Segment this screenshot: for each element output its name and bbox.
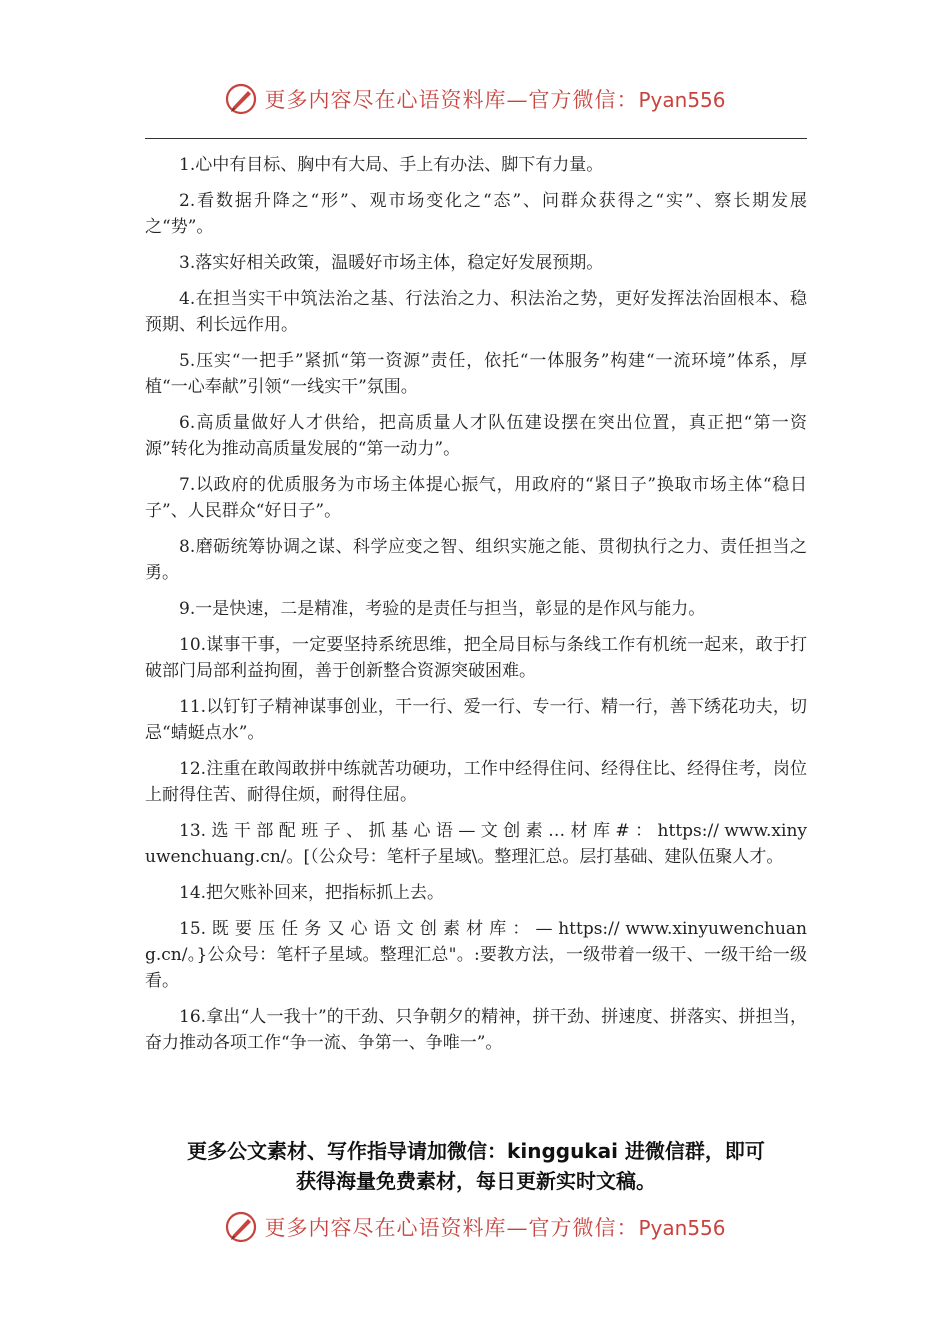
paragraph-15: 15. 既 要 压 任 务 又 心 语 文 创 素 材 库 ： — https:// www.xinyuwenchuang.cn/。}公众号：笔杆子星域。整理汇总"。:要教方法，一级带着一级干、一级干给一级看。: [145, 919, 807, 991]
footer-banner: [0, 1210, 950, 1244]
paragraph-16: 16.拿出“人一我十”的干劲、只争朝夕的精神，拼干劲、拼速度、拼落实、拼担当，奋力推动各项工作“争一流、争第一、争唯一”。: [145, 1007, 807, 1053]
footer-note-line-1: 更多公文素材、写作指导请加微信：kinggukai 进微信群，即可: [187, 1139, 765, 1163]
header-banner-wechat: Pyan556: [638, 88, 726, 112]
paragraph-3: 3.落实好相关政策，温暖好市场主体，稳定好发展预期。: [179, 253, 604, 273]
paragraph-11: 11.以钉钉子精神谋事创业，干一行、爱一行、专一行、精一行，善下绣花功夫，切忌“蜻蜓点水”。: [145, 697, 807, 743]
paragraph-10: 10.谋事干事，一定要坚持系统思维，把全局目标与条线工作有机统一起来，敢于打破部门局部利益拘囿，善于创新整合资源突破困难。: [145, 635, 807, 681]
footer-banner-wechat: Pyan556: [638, 1216, 726, 1240]
header-banner-text: [264, 84, 725, 114]
paragraph-5: 5.压实“一把手”紧抓“第一资源”责任，依托“一体服务”构建“一流环境”体系，厚植“一心奉献”引领“一线实干”氛围。: [145, 351, 807, 397]
paragraph-2: 2.看数据升降之“形”、观市场变化之“态”、问群众获得之“实”、察长期发展之“势”。: [145, 191, 807, 237]
paragraph-1: 1.心中有目标、胸中有大局、手上有办法、脚下有力量。: [179, 155, 604, 175]
paragraph-14: 14.把欠账补回来，把指标抓上去。: [179, 883, 445, 903]
pen-logo-icon: [224, 82, 258, 116]
paragraph-6: 6.高质量做好人才供给，把高质量人才队伍建设摆在突出位置，真正把“第一资源”转化为推动高质量发展的“第一动力”。: [145, 413, 807, 459]
paragraph-13: 13. 选 干 部 配 班 子 、 抓 基 心 语 — 文 创 素 … 材 库 # ： https:// www.xinyuwenchuang.cn/。[（公众号：笔杆子星域\。整理汇总。层打基础、建队伍聚人才。: [145, 821, 807, 867]
footer-banner-text: [264, 1212, 725, 1242]
header-banner-cn: 更多内容尽在心语资料库—官方微信：: [264, 88, 639, 112]
paragraph-9: 9.一是快速，二是精准，考验的是责任与担当，彰显的是作风与能力。: [179, 599, 706, 619]
footer-note: [145, 1136, 807, 1196]
footer-banner-cn: 更多内容尽在心语资料库—官方微信：: [264, 1216, 639, 1240]
paragraph-8: 8.磨砺统筹协调之谋、科学应变之智、组织实施之能、贯彻执行之力、责任担当之勇。: [145, 537, 807, 583]
paragraph-4: 4.在担当实干中筑法治之基、行法治之力、积法治之势，更好发挥法治固根本、稳预期、利长远作用。: [145, 289, 807, 335]
header-divider: [145, 138, 807, 139]
footer-note-line-2: 获得海量免费素材，每日更新实时文稿。: [296, 1169, 656, 1193]
document-body: [145, 152, 807, 1066]
paragraph-12: 12.注重在敢闯敢拼中练就苦功硬功，工作中经得住问、经得住比、经得住考，岗位上耐得住苦、耐得住烦，耐得住屈。: [145, 759, 807, 805]
header-banner: [0, 82, 950, 116]
pen-logo-icon: [224, 1210, 258, 1244]
paragraph-7: 7.以政府的优质服务为市场主体提心振气，用政府的“紧日子”换取市场主体“稳日子”、人民群众“好日子”。: [145, 475, 807, 521]
